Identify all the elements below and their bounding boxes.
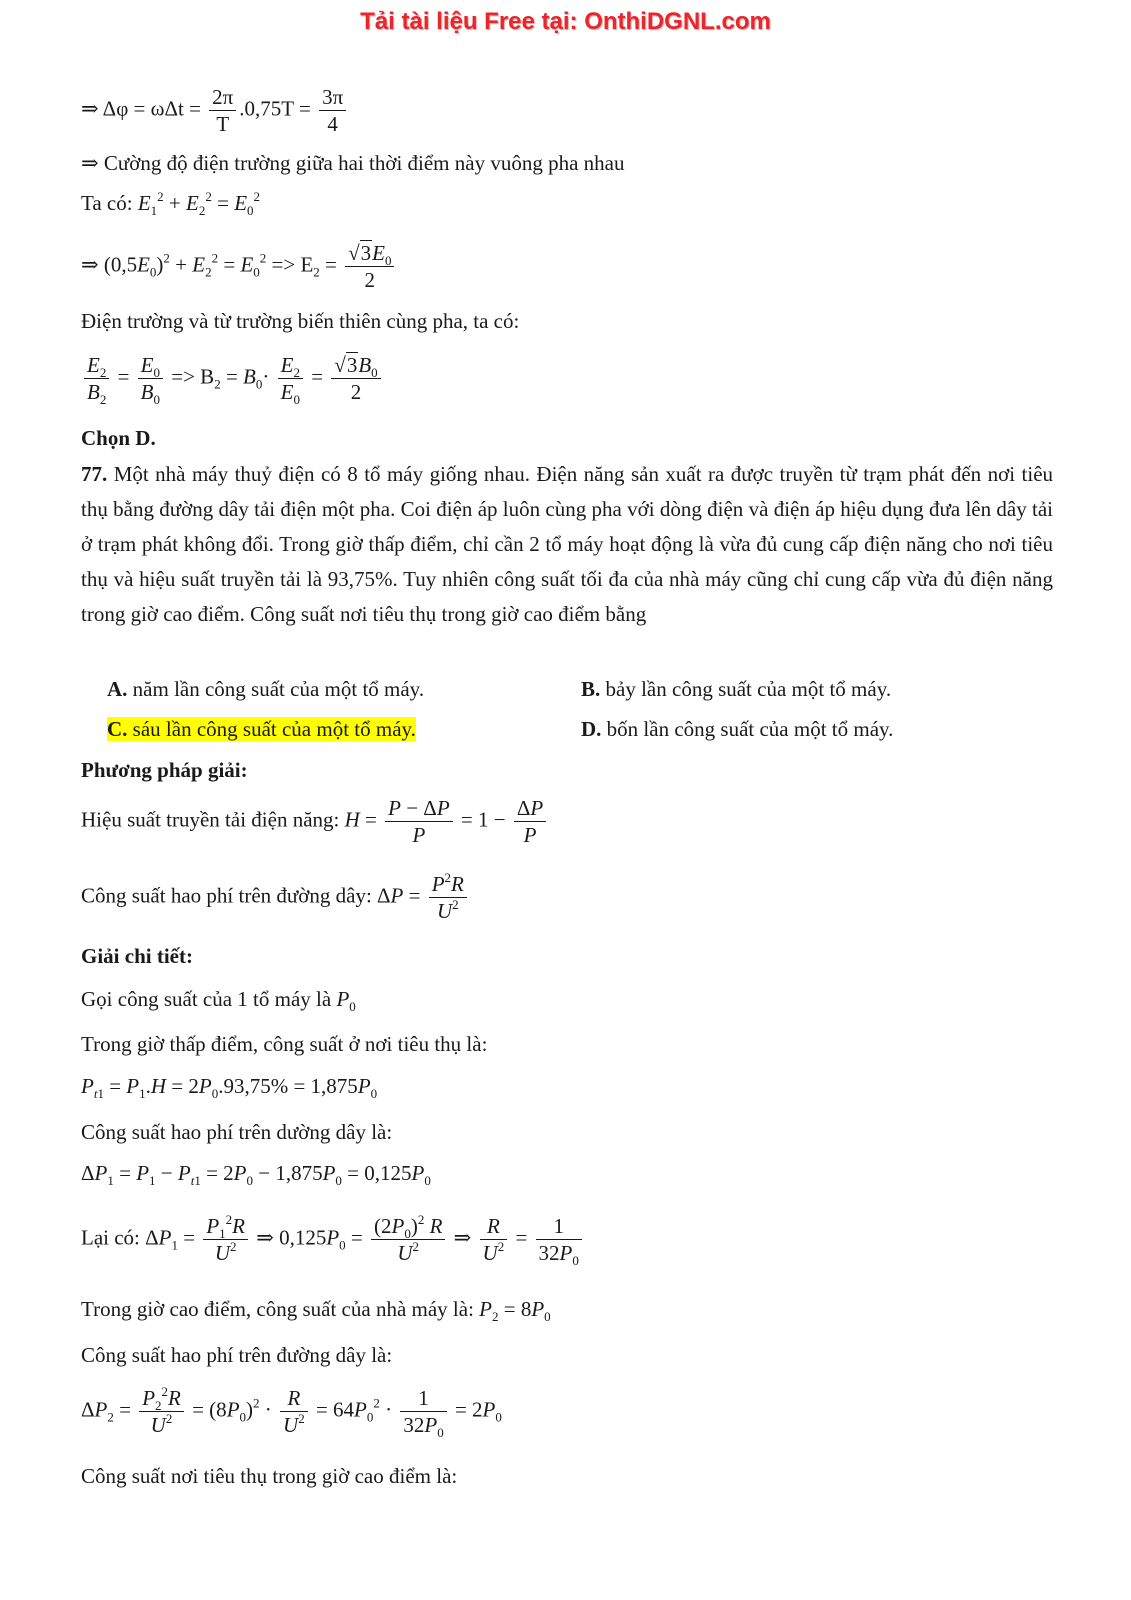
text-goi-cong-suat: Gọi công suất của 1 tổ máy là $P_0$: [81, 987, 356, 1014]
section-giai-chi-tiet: Giải chi tiết:: [81, 944, 193, 968]
option-c-correct: C. sáu lần công suất của một tổ máy.: [107, 717, 416, 741]
text-thap-diem: Trong giờ thấp điểm, công suất ở nơi tiêu thụ là:: [81, 1032, 488, 1056]
section-phuong-phap: Phương pháp giải:: [81, 758, 248, 782]
site-header: Tải tài liệu Free tại: OnthiDGNL.com: [360, 8, 771, 35]
label-ta-co: Ta có:: [81, 191, 133, 215]
option-a: A. năm lần công suất của một tổ máy.: [107, 677, 425, 701]
equation-energy-sum: Ta có: $E_1^2 + E_2^2 = E_0^2$: [81, 189, 261, 218]
equation-r-over-u2: Lại có: $\Delta P_1$ = $\frac{P_1^2R}{U^2}$ ⇒ $0,125P_0$ = $\frac{(2P_0)^2 R}{U^2}$ ⇒ $\frac{R}{U^2}$ = $\frac{1}{32P_0}$: [81, 1213, 585, 1266]
equation-efficiency: Hiệu suất truyền tải điện năng: H = $\frac{P - \Delta P}{P}$ = 1 − $\frac{\Delta P}{P}$: [81, 795, 549, 848]
equation-pt1: $P_{t1} = P_1.H = 2P_0.93,75\% = 1,875P_0$: [81, 1074, 378, 1101]
question-77: [81, 457, 1053, 632]
question-text: Một nhà máy thuỷ điện có 8 tổ máy giống nhau. Điện năng sản xuất ra được truyền từ trạm phát đến nơi tiêu thụ bằng đường dây tải điện một pha. Coi điện áp luôn cùng pha với dòng điện và điện áp hiệu dụng đưa lên dây tải ở trạm phát không đổi. Trong giờ thấp điểm, chỉ cần 2 tổ máy hoạt động là vừa đủ cung cấp điện năng cho nơi tiêu thụ và hiệu suất truyền tải là 93,75%. Tuy nhiên công suất tối đa của nhà máy cũng chỉ cung cấp vừa đủ điện năng trong giờ cao điểm. Công suất nơi tiêu thụ trong giờ cao điểm bằng: [81, 462, 1054, 626]
text-hao-phi-1: Công suất hao phí trên dường dây là:: [81, 1120, 393, 1144]
text-dien-truong: Điện trường và từ trường biến thiên cùng pha, ta có:: [81, 309, 520, 333]
equation-delta-p1: $\Delta P_1 = P_1 - P_{t1} = 2P_0 - 1,875P_0 = 0,125P_0$: [81, 1161, 431, 1188]
equation-phase-shift: ⇒ Δφ = ωΔt = $\frac{2\pi}{T}$ .0,75T = $\frac{3\pi}{4}$: [81, 84, 349, 137]
equation-loss-power: Công suất hao phí trên đường dây: ΔP = $\frac{P^2R}{U^2}$: [81, 871, 470, 924]
text-vuong-pha: ⇒ Cường độ điện trường giữa hai thời điểm này vuông pha nhau: [81, 151, 625, 175]
equation-delta-p2: $\Delta P_2$ = $\frac{P_2^2R}{U^2}$ = $(8P_0)^2$ · $\frac{R}{U^2}$ = $64P_0^2$ · $\frac{1}{32P_0}$ = $2P_0$: [81, 1384, 502, 1440]
option-b: B. bảy lần công suất của một tổ máy.: [581, 677, 892, 701]
equation-e2: ⇒ $(0,5E_0)^2 + E_2^2 = E_0^2 => E_2$ = $\frac{√3E_0}{2}$: [81, 240, 397, 293]
text-cao-diem: Trong giờ cao điểm, công suất của nhà máy là: $P_2 = 8P_0$: [81, 1297, 551, 1324]
equation-b2: $\frac{E_2}{B_2}$ = $\frac{E_0}{B_0}$ => $B_2 = B_0\cdot$ $\frac{E_2}{E_0}$ = $\frac{√3B_0}{2}$: [81, 352, 384, 405]
text-tieu-thu-cao-diem: Công suất nơi tiêu thụ trong giờ cao điểm là:: [81, 1464, 458, 1488]
option-d: D. bốn lần công suất của một tổ máy.: [581, 717, 894, 741]
answer-choose-d: Chọn D.: [81, 426, 156, 450]
text-hao-phi-2: Công suất hao phí trên đường dây là:: [81, 1343, 393, 1367]
question-number: 77.: [81, 462, 108, 486]
